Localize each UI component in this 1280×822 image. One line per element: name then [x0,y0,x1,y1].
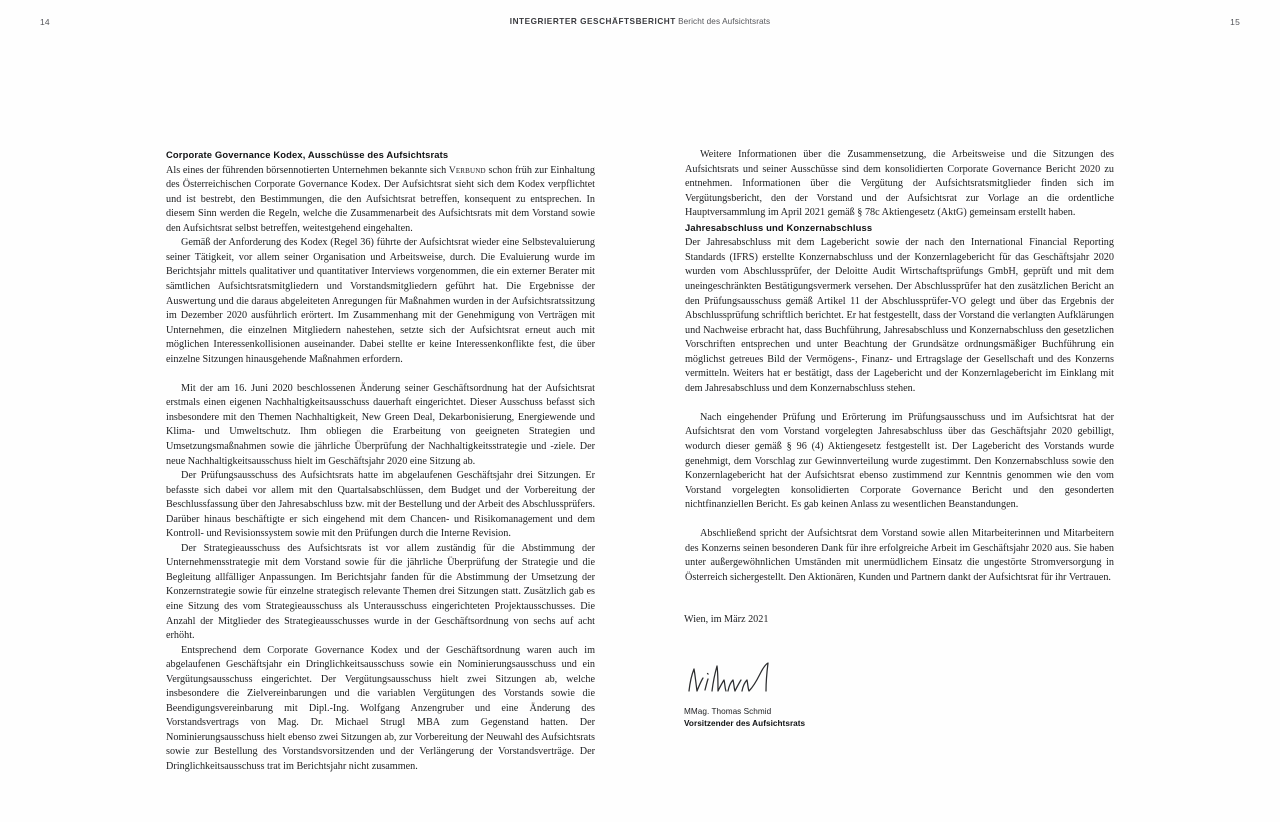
closing-block [684,613,1113,628]
paragraph-selbstevaluierung: Gemäß der Anforderung des Kodex (Regel 36) führte der Aufsichtsrat wieder eine Selbstevaluierung seiner Tätigkeit, vor allem seiner Organisation und Arbeitsweise, durch. Die Evaluierung wurde im Berichtsjahr mittels qualitativer und quantitativer Interviews vorgenommen, die ein externer Berater mit sämtlichen Aufsichtsratsmitgliedern und Vorstandsmitgliedern geführt hat. Die Ergebnisse der Auswertung und die daraus abgeleiteten Anregungen für Maßnahmen wurden in der Aufsichtsratssitzung im Dezember 2020 ausführlich erörtert. Im Zusammenhang mit der Genehmigung von Verträgen mit Unternehmen, die einzelnen Mitgliedern nahestehen, setzte sich der Aufsichtsrat erneut auch mit möglichen Interessenkollisionen auseinander. Dabei stellte er keine Interessenkonflikte fest, die über einzelne Sitzungen hinausgehende Maßnahmen erfordern. [166,237,595,365]
paragraph-pruefungsausschuss: Der Prüfungsausschuss des Aufsichtsrats hatte im abgelaufenen Geschäftsjahr drei Sitzungen. Er befasste sich dabei vor allem mit den Quartalsabschlüssen, dem Budget und der Vorbereitung der Beschlussfassung über den Jahresabschluss bzw. mit der Bestellung und der Arbeit des Abschlussprüfers. Darüber hinaus beschäftigte er sich eingehend mit dem Chancen- und Risikomanagement und dem Kontroll- und Revisionssystem sowie mit den Prüfungen durch die Interne Revision. [166,470,595,540]
heading-corporate-governance: Corporate Governance Kodex, Ausschüsse des Aufsichtsrats [166,149,449,160]
paragraph-dank: Abschließend spricht der Aufsichtsrat dem Vorstand sowie allen Mitarbeiterinnen und Mitarbeitern des Konzerns seinen besonderen Dank für ihre erfolgreiche Arbeit im Geschäftsjahr 2020 aus. Sie haben unter außergewöhnlichen Umständen mit unermüdlichem Einsatz die ungestörte Stromversorgung in Österreich sichergestellt. Den Aktionären, Kunden und Partnern dankt der Aufsichtsrat für ihr Vertrauen. [685,528,1114,583]
paragraph-nachhaltigkeitsausschuss: Mit der am 16. Juni 2020 beschlossenen Änderung seiner Geschäftsordnung hat der Aufsichtsrat erstmals einen eigenen Nachhaltigkeitsausschuss dauerhaft eingerichtet. Dieser Ausschuss befasst sich insbesondere mit den Themen Nachhaltigkeit, New Green Deal, Dekarbonisierung, Energiewende und Klima- und Umweltschutz. Ihm obliegen die Erarbeitung von geeigneten Strategien und Umsetzungsmaßnahmen sowie die jährliche Überprüfung der Nachhaltigkeitsstrategie und -ziele. Der neue Nachhaltigkeitsausschuss hielt im Geschäftsjahr 2020 eine Sitzung ab. [166,382,595,467]
paragraph-text-part-2: schon früh zur Einhaltung des Österreichischen Corporate Governance Kodex. Der Aufsichtsrat sieht sich dem Kodex verpflichtet und ist bestrebt, den Bestimmungen, die den Aufsichtsrat betreffen, konsequent zu entsprechen. In diesem Sinn werden die Regeln, welche die Zusammenarbeit des Aufsichtsrats mit dem Vorstand sowie den Aufsichtsrat selbst betreffen, weitestgehend eingehalten. [166,164,595,234]
heading-jahresabschluss: Jahresabschluss und Konzernabschluss [685,221,873,233]
paragraph-billigung: Nach eingehender Prüfung und Erörterung im Prüfungsausschuss und im Aufsichtsrat hat der Aufsichtsrat den vom Vorstand vorgelegten Jahresabschluss über das Geschäftsjahr 2020 gebilligt, wodurch dieser gemäß § 96 (4) Aktiengesetz festgestellt ist. Der Lagebericht des Vorstands wurde genehmigt, dem Vorschlag zur Gewinnverteilung wurde zugestimmt. Den Konzernabschluss sowie den Konzernlagebericht hat der Aufsichtsrat ebenso zustimmend zur Kenntnis genommen wie den vom Vorstand vorgelegten konsolidierten Corporate Governance Bericht und den gesonderten nichtfinanziellen Bericht. Es gab keinen Anlass zu wesentlichen Beanstandungen. [685,411,1114,511]
verbund-wordmark: Verbund [448,165,486,176]
running-head [0,17,1280,33]
signatory-name: MMag. Thomas Schmid [684,707,772,716]
left-column [166,148,595,775]
paragraph-weitere-informationen: Weitere Informationen über die Zusammensetzung, die Arbeitsweise und die Sitzungen des Aufsichtsrats und seiner Ausschüsse sind dem konsolidierten Corporate Governance Bericht 2020 zu entnehmen. Informationen über die Vergütung der Aufsichtsratsmitglieder finden sich im Vergütungsbericht, den der Vorstand und der Aufsichtsrat zur Vorlage an die ordentliche Hauptversammlung im April 2021 gemäß § 78c Aktiengesetz (AktG) gemeinsam erstellt haben. [685,149,1114,219]
report-title: INTEGRIERTER GESCHÄFTSBERICHT [509,17,676,26]
report-section-name: Bericht des Aufsichtsrats [678,17,771,26]
handwritten-signature-icon [684,660,794,700]
signature-block [684,660,984,729]
paragraph-kodex-intro [166,164,595,237]
paragraph-text-part-1: Als eines der führenden börsennotierten Unternehmen bekannte sich [166,164,449,176]
paragraph-strategieausschuss: Der Strategieausschuss des Aufsichtsrats ist vor allem zuständig für die Abstimmung der Unternehmensstrategie mit dem Vorstand sowie für die jährliche Überprüfung der Strategie und die Begleitung allfälliger Anpassungen. Im Berichtsjahr fanden für die Abstimmung der Umsetzung der Konzernstrategie sowie für einzelne strategisch relevante Themen drei Sitzungen statt. Zusätzlich gab es eine Sitzung des vom Strategieausschuss als Unterausschuss eingerichteten Projektausschusses. Die Anzahl der Mitglieder des Strategieausschusses wurde in der Geschäftsordnung von sechs auf acht erhöht. [166,542,595,642]
paragraph-weitere-ausschuesse: Entsprechend dem Corporate Governance Kodex und der Geschäftsordnung waren auch im abgelaufenen Geschäftsjahr ein Dringlichkeitsausschuss sowie ein Nominierungsausschuss und ein Vergütungsausschuss eingerichtet. Der Vergütungsausschuss hielt zwei Sitzungen ab, welche insbesondere die Zielvereinbarungen und die variablen Vergütungen des Vorstands sowie die Beendigungsvereinbarung mit Dipl.-Ing. Wolfgang Anzengruber und eine Änderung des Vorstandsvertrags von Mag. Dr. Michael Strugl MBA zum Gegenstand hatten. Der Nominierungsausschuss hielt ebenso zwei Sitzungen ab, zur Vorbereitung der Neuwahl des Aufsichtsrats sowie zur Bestellung des Vorstandsvorsitzenden und der Verlängerung der Vorstandsverträge. Der Dringlichkeitsausschuss trat im Berichtsjahr nicht zusammen. [166,644,595,772]
paragraph-jahresabschluss-pruefung: Der Jahresabschluss mit dem Lagebericht sowie der nach den International Financial Reporting Standards (IFRS) erstellte Konzernabschluss und der Konzernlagebericht für das Geschäftsjahr 2020 wurden vom Abschlussprüfer, der Deloitte Audit Wirtschaftsprüfungs GmbH, geprüft und mit dem uneingeschränkten Bestätigungsvermerk versehen. Der Abschlussprüfer hat den zusätzlichen Bericht an den Prüfungsausschuss gemäß Artikel 11 der Abschlussprüfer-VO gelegt und über das Ergebnis der Abschlussprüfung schriftlich berichtet. Er hat festgestellt, dass der Vorstand die verlangten Aufklärungen und Nachweise erbracht hat, dass Buchführung, Jahresabschluss und Konzernabschluss den gesetzlichen Vorschriften entsprechen und unter Beachtung der Grundsätze ordnungsmäßiger Buchführung ein möglichst getreues Bild der Vermögens-, Finanz- und Ertragslage der Gesellschaft und des Konzerns vermitteln. Weiters hat er bestätigt, dass der Lagebericht und der Konzernlagebericht im Einklang mit dem Jahresabschluss und dem Konzernabschluss stehen. [685,237,1114,394]
running-head-center [0,17,1280,26]
page-number-right: 15 [1230,17,1240,27]
signatory-role: Vorsitzender des Aufsichtsrats [684,718,806,728]
page-number-left: 14 [40,17,50,27]
place-and-date: Wien, im März 2021 [684,614,769,625]
